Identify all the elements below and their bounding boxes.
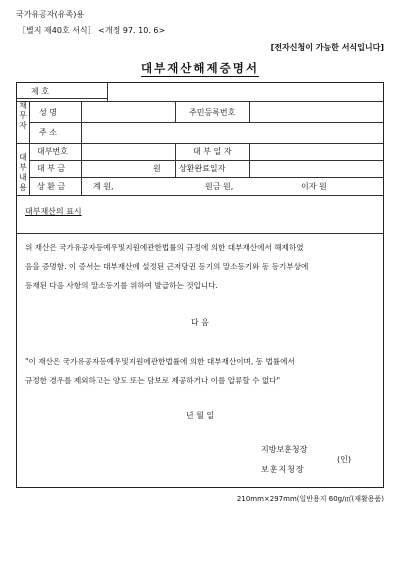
official-seal-mark: (인) bbox=[337, 455, 351, 464]
following-heading: 다 음 bbox=[191, 318, 209, 327]
repaid-amount-label: 상 환 금 bbox=[37, 182, 66, 191]
loan-group-label: 대부내용 bbox=[19, 153, 27, 192]
certification-line-3: 등재된 다음 사항의 말소등기를 위하여 발급하는 것입니다. bbox=[25, 281, 218, 290]
form-number: ［별지 제40호 서식］ <개정 97. 10. 6> bbox=[18, 26, 166, 35]
repayment-date-label: 상환완료일자 bbox=[179, 164, 226, 173]
address-label: 주 소 bbox=[39, 128, 57, 137]
restriction-quote-line-1: "이 재산은 국가유공자등예우및지원에관한법률에 의한 대부재산이며, 동 법률에서 bbox=[25, 357, 295, 366]
repaid-interest: 이자 원 bbox=[301, 182, 327, 191]
issue-date: 년 월 일 bbox=[185, 411, 215, 420]
resident-number-label: 주민등록번호 bbox=[189, 108, 236, 117]
loan-amount-label: 대 부 금 bbox=[37, 164, 66, 173]
loan-date-label: 대 부 일 자 bbox=[193, 147, 232, 156]
issuer-branch-office: 보훈지청장 bbox=[261, 465, 305, 474]
certificate-form bbox=[16, 82, 384, 488]
document-title: 대부재산해제증명서 bbox=[141, 61, 259, 75]
loan-amount-unit: 원 bbox=[153, 164, 161, 173]
certification-line-1: 위 재산은 국가유공자등예우및지원에관한법률의 규정에 의한 대부재산에서 해제하였 bbox=[25, 243, 304, 252]
certification-line-2: 음을 증명함. 이 증서는 대부재산에 설정된 근저당권 등기의 말소등기와 동 등기부상에 bbox=[25, 262, 309, 271]
repaid-principal: 원금 원, bbox=[205, 182, 234, 191]
name-label: 성 명 bbox=[39, 108, 57, 117]
loan-number-label: 대부번호 bbox=[37, 147, 68, 156]
paper-specification: 210mm×297mm(일반용지 60g/㎡(재활용품) bbox=[236, 495, 384, 503]
certificate-number-label: 제 호 bbox=[31, 87, 49, 96]
electronic-application-notice: [전자신청이 가능한 서식입니다] bbox=[270, 43, 384, 52]
debtor-group-label: 채무자 bbox=[19, 101, 27, 130]
restriction-quote-line-2: 규정한 경우를 제외하고는 양도 또는 담보로 제공하거나 이를 압류할 수 없다" bbox=[25, 376, 281, 385]
repaid-total: 계 원, bbox=[93, 182, 114, 191]
property-description-label: 대부재산의 표시 bbox=[25, 207, 82, 216]
usage-line: 국가유공자(유족)용 bbox=[16, 10, 85, 19]
issuer-regional-office: 지방보훈청장 bbox=[261, 445, 308, 454]
